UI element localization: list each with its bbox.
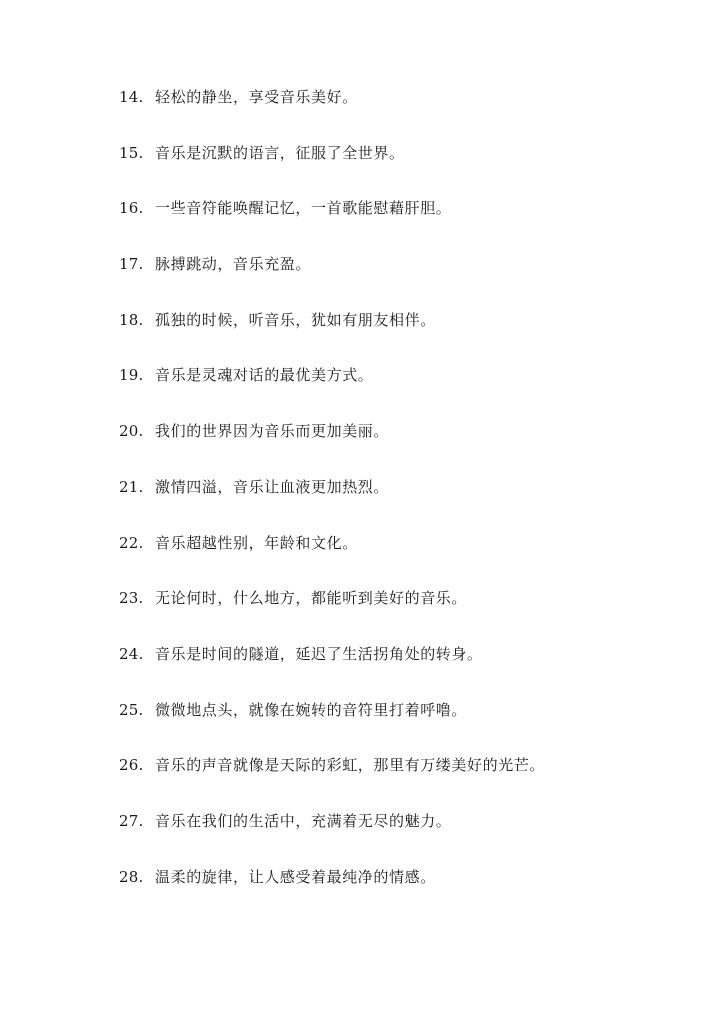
- item-text: 脉搏跳动，音乐充盈。: [155, 255, 312, 274]
- list-item: [119, 476, 545, 532]
- item-number: 25.: [119, 700, 144, 719]
- list-item: [119, 754, 545, 810]
- item-number: 24.: [119, 644, 144, 663]
- item-number: 26.: [119, 756, 144, 775]
- item-text: 微微地点头，就像在婉转的音符里打着呼噜。: [155, 700, 468, 719]
- item-number: 15.: [119, 143, 144, 162]
- item-number: 20.: [119, 422, 144, 441]
- item-text: 无论何时，什么地方，都能听到美好的音乐。: [155, 589, 468, 608]
- item-text: 音乐的声音就像是天际的彩虹，那里有万缕美好的光芒。: [155, 756, 546, 775]
- list-item: [119, 699, 545, 755]
- list-item: [119, 309, 545, 365]
- list-item: [119, 142, 545, 198]
- list-item: [119, 420, 545, 476]
- item-text: 一些音符能唤醒记忆，一首歌能慰藉肝胆。: [155, 199, 452, 218]
- item-number: 27.: [119, 811, 144, 830]
- item-number: 21.: [119, 477, 144, 496]
- list-item: [119, 587, 545, 643]
- item-text: 轻松的静坐，享受音乐美好。: [155, 88, 358, 106]
- list-item: [119, 253, 545, 309]
- list-item: [119, 866, 545, 922]
- item-text: 音乐是灵魂对话的最优美方式。: [155, 366, 374, 385]
- item-text: 音乐超越性别，年龄和文化。: [155, 533, 358, 552]
- list-item: [119, 86, 545, 142]
- item-text: 孤独的时候，听音乐，犹如有朋友相伴。: [155, 310, 436, 329]
- item-text: 激情四溢，音乐让血液更加热烈。: [155, 477, 390, 496]
- item-number: 28.: [119, 867, 144, 886]
- item-text: 温柔的旋律，让人感受着最纯净的情感。: [155, 867, 436, 886]
- item-number: 22.: [119, 533, 144, 552]
- numbered-list: [119, 86, 545, 921]
- item-number: 19.: [119, 366, 144, 385]
- list-item: [119, 532, 545, 588]
- item-text: 音乐在我们的生活中，充满着无尽的魅力。: [155, 811, 452, 830]
- item-number: 14.: [119, 88, 144, 106]
- item-number: 18.: [119, 310, 144, 329]
- item-text: 我们的世界因为音乐而更加美丽。: [155, 422, 390, 441]
- list-item: [119, 643, 545, 699]
- item-text: 音乐是时间的隧道，延迟了生活拐角处的转身。: [155, 644, 483, 663]
- list-item: [119, 197, 545, 253]
- item-number: 17.: [119, 255, 144, 274]
- item-number: 16.: [119, 199, 144, 218]
- item-number: 23.: [119, 589, 144, 608]
- list-item: [119, 364, 545, 420]
- list-item: [119, 810, 545, 866]
- item-text: 音乐是沉默的语言，征服了全世界。: [155, 143, 405, 162]
